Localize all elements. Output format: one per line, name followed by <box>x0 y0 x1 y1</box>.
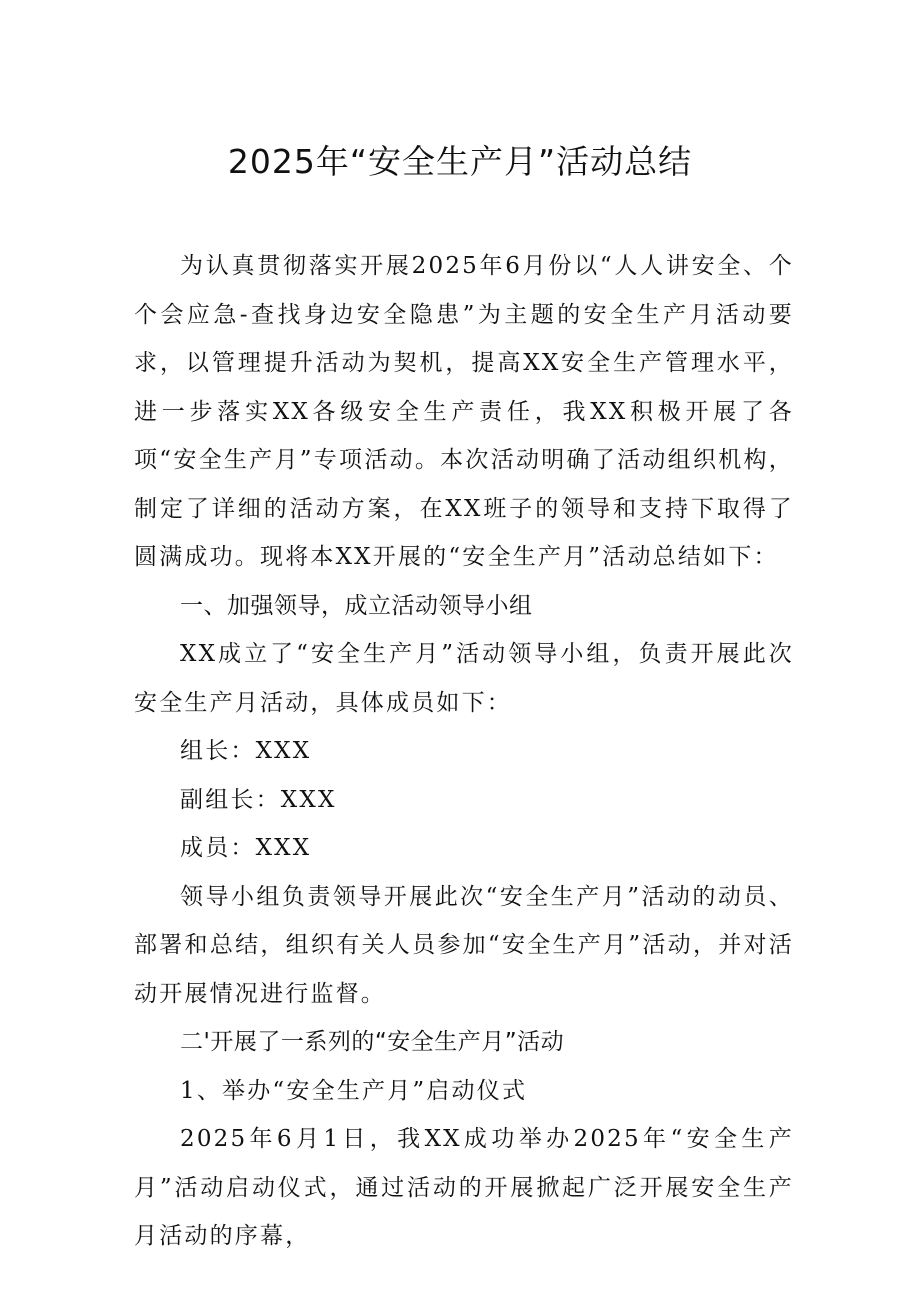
members-line: 成员：XXX <box>180 835 312 861</box>
section-1-paragraph-1: XX成立了“安全生产月”活动领导小组，负责开展此次安全生产月活动，具体成员如下： <box>134 641 794 716</box>
document-title: 2025年“安全生产月”活动总结 <box>227 142 693 181</box>
section-2-subheading-1: 1、举办“安全生产月”启动仪式 <box>180 1077 528 1104</box>
section-1-paragraph-2: 领导小组负责领导开展此次“安全生产月”活动的动员、部署和总结，组织有关人员参加“安全生产月”活动，并对活动开展情况进行监督。 <box>134 883 794 1007</box>
section-2-heading: 二'开展了一系列的“安全生产月”活动 <box>180 1029 565 1055</box>
section-1-heading: 一、加强领导，成立活动领导小组 <box>180 592 533 619</box>
group-leader-line: 组长：XXX <box>180 738 312 764</box>
section-2-paragraph-1: 2025年6月1日，我XX成功举办2025年“安全生产月”活动启动仪式，通过活动的开展掀起广泛开展安全生产月活动的序幕， <box>134 1126 794 1249</box>
intro-paragraph: 为认真贯彻落实开展2025年6月份以“人人讲安全、个个会应急-查找身边安全隐患”为主题的安全生产月活动要求，以管理提升活动为契机，提高XX安全生产管理水平，进一步落实XX各级安全生产责任，我XX积极开展了各项“安全生产月”专项活动。本次活动明确了活动组织机构，制定了详细的活动方案，在XX班子的领导和支持下取得了圆满成功。现将本XX开展的“安全生产月”活动总结如下： <box>134 253 794 570</box>
deputy-leader-line: 副组长：XXX <box>180 786 337 813</box>
document-body <box>134 242 794 1261</box>
